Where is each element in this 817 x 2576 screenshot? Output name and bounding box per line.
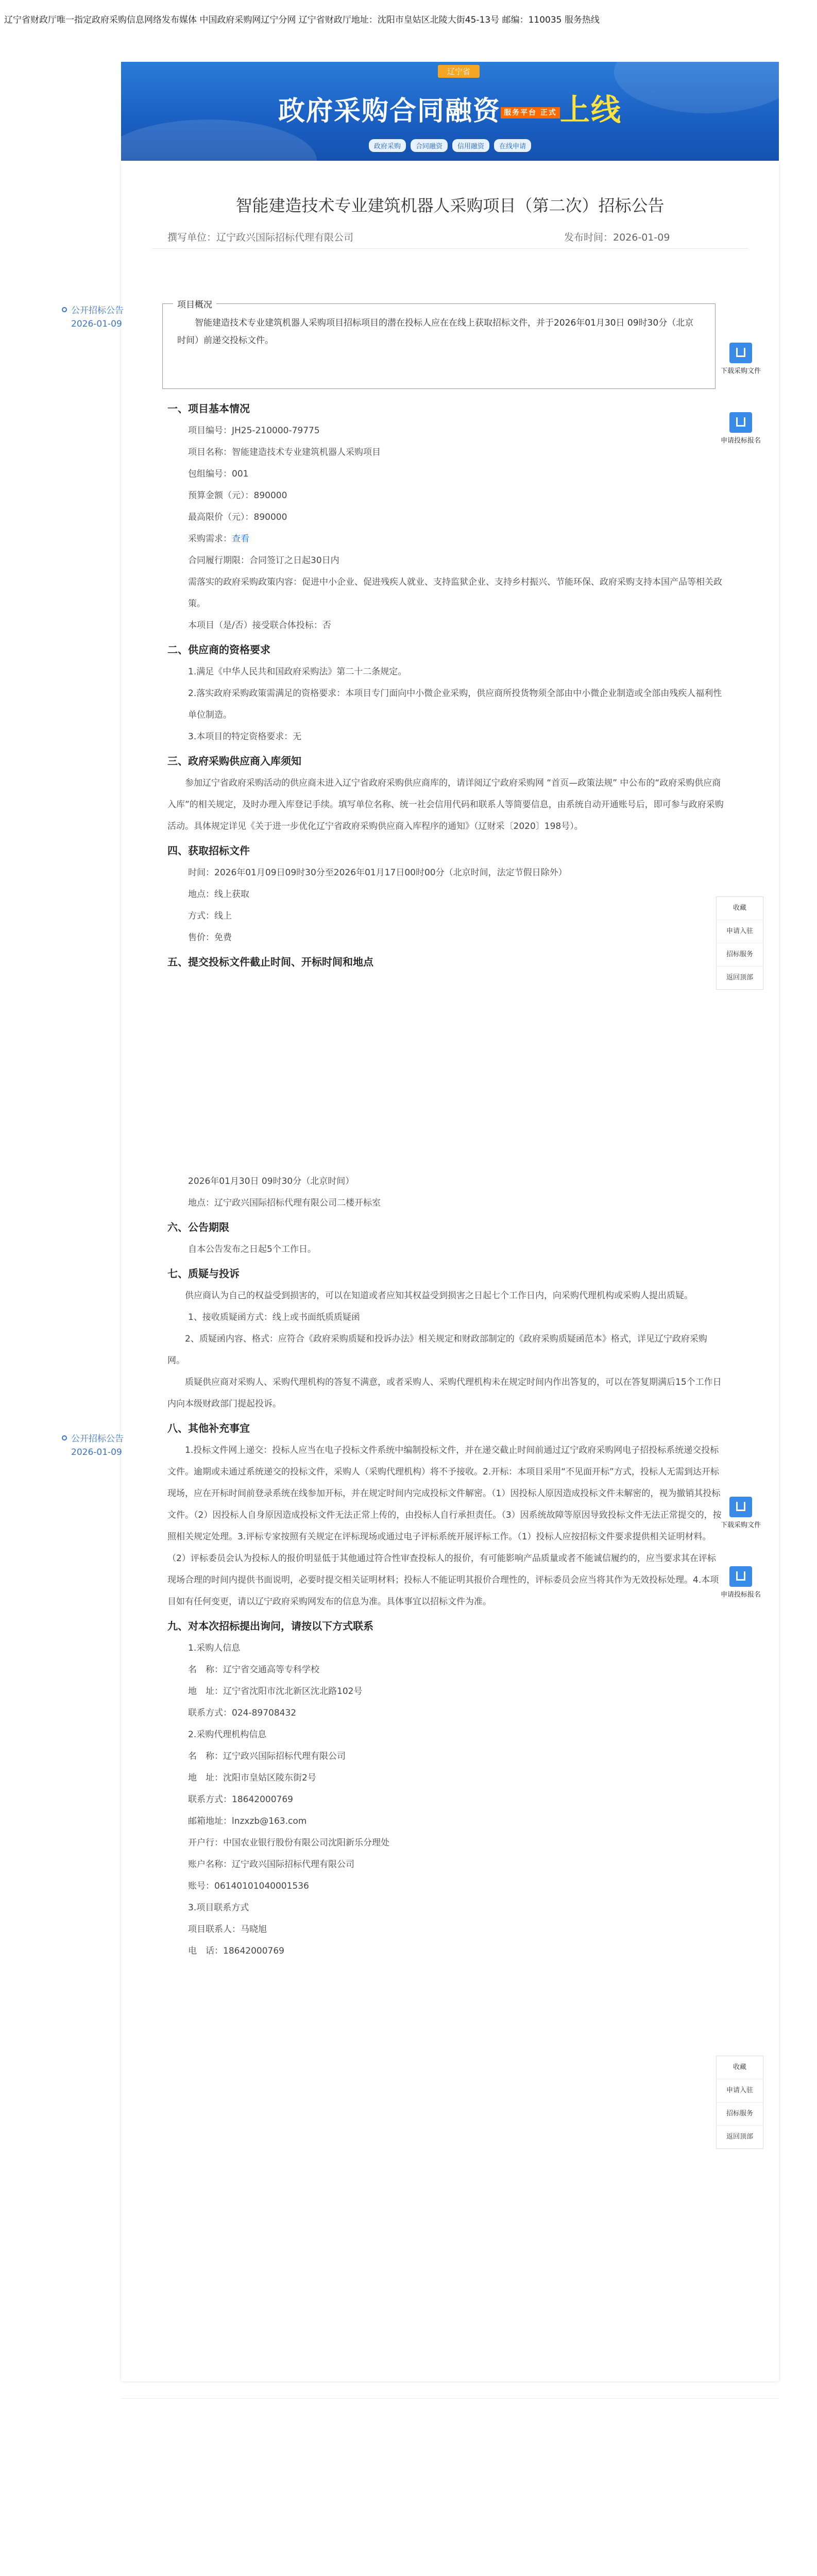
banner-subtags: [121, 139, 779, 152]
section-heading: 三、政府采购供应商入库须知: [167, 755, 301, 767]
side-quick-menu: [716, 896, 763, 990]
doc-line: 供应商认为自己的权益受到损害的，可以在知道或者应知其权益受到损害之日起七个工作日内，向采购代理机构或采购人提出质疑。: [185, 1291, 693, 1301]
doc-line: 合同履行期限：合同签订之日起30日内: [188, 555, 339, 566]
section-heading: 七、质疑与投诉: [167, 1267, 240, 1280]
banner-headline-small: 服务平台 正式: [501, 107, 560, 118]
banner-headline-a: 政府采购合同融资: [278, 96, 501, 127]
publish-date: 发布时间：2026-01-09: [564, 232, 670, 243]
page-footer-divider: [121, 2383, 779, 2399]
doc-line: 名 称：辽宁省交通高等专科学校: [188, 1665, 319, 1675]
project-summary-box: [162, 300, 716, 389]
doc-line: 地点：辽宁政兴国际招标代理有限公司二楼开标室: [188, 1198, 381, 1208]
doc-line: 1.采购人信息: [188, 1643, 241, 1653]
section-heading: 九、对本次招标提出询问，请按以下方式联系: [167, 1620, 373, 1632]
side-category[interactable]: [71, 304, 124, 331]
doc-line: 预算金额（元）：890000: [188, 490, 287, 501]
banner-headline: [121, 86, 779, 129]
banner-tag: 辽宁省: [438, 65, 480, 78]
side-category-label: 公开招标公告: [71, 1434, 124, 1444]
top-info-bar: 辽宁省财政厅唯一指定政府采购信息网络发布媒体 中国政府采购网辽宁分网 辽宁省财政厅地址：沈阳市皇姑区北陵大街45-13号 邮编：110035 服务热线: [4, 15, 600, 25]
section-heading: 二、供应商的资格要求: [167, 643, 270, 656]
back-to-top-link[interactable]: 返回顶部: [726, 974, 753, 981]
doc-line: 2、质疑函内容、格式：应符合《政府采购质疑和投诉办法》相关规定和财政部制定的《政府采购质疑函范本》格式，详见辽宁政府采购网。: [167, 1334, 707, 1366]
doc-line: 联系方式：024-89708432: [188, 1708, 297, 1718]
summary-text: 智能建造技术专业建筑机器人采购项目招标项目的潜在投标人应在在线上获取招标文件，并于2026年01月30日 09时30分（北京时间）前递交投标文件。: [177, 318, 694, 346]
banner-subtag: 政府采购: [369, 139, 406, 152]
doc-line: 1、接收质疑函方式：线上或书面纸质质疑函: [188, 1312, 360, 1323]
side-category-label: 公开招标公告: [71, 306, 124, 316]
section-heading: 六、公告期限: [167, 1221, 229, 1233]
banner-headline-b: 上线: [559, 92, 622, 127]
section-heading: 四、获取招标文件: [167, 844, 250, 857]
side-category-date: 2026-01-09: [71, 1447, 122, 1458]
side-category-date: 2026-01-09: [71, 319, 122, 329]
timeline-dot-icon: [62, 1435, 67, 1440]
doc-line-label: 采购需求：: [188, 534, 232, 544]
favorite-link[interactable]: 收藏: [717, 897, 763, 920]
join-link[interactable]: 申请入驻: [717, 920, 763, 943]
banner-subtag: 合同融资: [411, 139, 448, 152]
apply-bid-label: 申请投标报名: [720, 437, 761, 445]
apply-bid-label: 申请投标报名: [720, 1591, 761, 1599]
doc-line: 电 话：18642000769: [188, 1946, 284, 1956]
banner-subtag: 在线申请: [494, 139, 531, 152]
notice-body-part2: [167, 1171, 724, 1962]
doc-line: 2.采购代理机构信息: [188, 1730, 267, 1740]
service-link[interactable]: 招标服务: [717, 943, 763, 967]
view-requirements-link[interactable]: 查看: [232, 534, 249, 544]
download-icon: [729, 1497, 752, 1517]
download-docs-button[interactable]: [720, 1497, 761, 1531]
doc-line: 项目联系人：马晓旭: [188, 1924, 267, 1935]
doc-line: 2026年01月30日 09时30分（北京时间）: [188, 1176, 354, 1187]
doc-line: 地点：线上获取: [188, 889, 249, 900]
apply-bid-button[interactable]: [720, 1566, 761, 1600]
doc-line: 名 称：辽宁政兴国际招标代理有限公司: [188, 1751, 346, 1761]
download-docs-label: 下载采购文件: [720, 1521, 761, 1529]
join-link[interactable]: 申请入驻: [717, 2079, 763, 2103]
doc-line: 2.落实政府采购政策需满足的资格要求：本项目专门面向中小微企业采购，供应商所投货物须全部由中小微企业制造或全部由残疾人福利性单位制造。: [188, 688, 722, 720]
doc-line: 方式：线上: [188, 911, 232, 921]
notice-meta: [152, 227, 748, 249]
doc-line: 1.满足《中华人民共和国政府采购法》第二十二条规定。: [188, 667, 407, 677]
doc-line: 地 址：辽宁省沈阳市沈北新区沈北路102号: [188, 1686, 363, 1697]
download-docs-button[interactable]: [720, 343, 761, 377]
side-category[interactable]: [71, 1432, 124, 1459]
doc-line: 3.本项目的特定资格要求：无: [188, 732, 302, 742]
apply-icon: [729, 412, 752, 433]
page-title: 智能建造技术专业建筑机器人采购项目（第二次）招标公告: [235, 196, 665, 215]
doc-line: 质疑供应商对采购人、采购代理机构的答复不满意，或者采购人、采购代理机构未在规定时间内作出答复的，可以在答复期满后15个工作日内向本级财政部门提起投诉。: [167, 1377, 722, 1409]
download-icon: [729, 343, 752, 363]
back-to-top-link[interactable]: 返回顶部: [726, 2133, 753, 2141]
promo-banner[interactable]: [121, 62, 779, 161]
doc-line: 自本公告发布之日起5个工作日。: [188, 1244, 316, 1255]
author-unit: 撰写单位：辽宁政兴国际招标代理有限公司: [167, 232, 354, 243]
download-docs-label: 下载采购文件: [720, 367, 761, 375]
section-heading: 八、其他补充事宜: [167, 1422, 250, 1434]
doc-line: 项目名称：智能建造技术专业建筑机器人采购项目: [188, 447, 381, 457]
banner-subtag: 信用融资: [452, 139, 489, 152]
doc-line: 售价：免费: [188, 933, 232, 943]
doc-line: 本项目（是/否）接受联合体投标：否: [188, 620, 331, 631]
doc-line: 账户名称：辽宁政兴国际招标代理有限公司: [188, 1859, 354, 1870]
doc-line: 项目编号：JH25-210000-79775: [188, 426, 320, 436]
doc-line: 联系方式：18642000769: [188, 1794, 293, 1805]
service-link[interactable]: 招标服务: [717, 2103, 763, 2126]
doc-line: [167, 528, 724, 550]
doc-line: 账号：06140101040001536: [188, 1881, 309, 1891]
summary-heading: 项目概况: [173, 297, 216, 310]
side-quick-menu: [716, 2056, 763, 2149]
doc-line: 3.项目联系方式: [188, 1903, 249, 1913]
notice-body-part1: [167, 395, 724, 973]
doc-line: 最高限价（元）：890000: [188, 512, 287, 522]
doc-line: 时间：2026年01月09日09时30分至2026年01月17日00时00分（北京时间，法定节假日除外）: [188, 868, 567, 878]
doc-line: 包组编号：001: [188, 469, 249, 479]
doc-line: 开户行：中国农业银行股份有限公司沈阳新乐分理处: [188, 1838, 389, 1848]
doc-line: 1.投标文件网上递交：投标人应当在电子投标文件系统中编制投标文件，并在递交截止时间前通过辽宁政府采购网电子招投标系统递交投标文件。逾期或未通过系统递交的投标文件，采购人（采购代理机构）将不予接收。2.开标：本项目采用“不见面开标”方式，投标人无需到达开标现场，应在开标时间前登录系统在线参加开标，并在规定时间内完成投标文件解密。（1）因投标人原因造成投标文件未解密的，视为撤销其投标文件。（2）因投标人自身原因造成投标文件无法正常上传的，由投标人自行承担责任。（3）因系统故障等原因导致投标文件无法正常提交的，按照相关规定处理。3.评标专家按照有关规定在评标现场或通过电子评标系统开展评标工作。（1）投标人应按招标文件要求提供相关证明材料。（2）评标委员会认为投标人的报价明显低于其他通过符合性审查投标人的报价，有可能影响产品质量或者不能诚信履约的，应当要求其在评标现场合理的时间内提供书面说明，必要时提交相关证明材料；投标人不能证明其报价合理性的，评标委员会应当将其作为无效投标处理。4.本项目如有任何变更，请以辽宁政府采购网发布的信息为准。具体事宜以招标文件为准。: [167, 1445, 722, 1607]
timeline-dot-icon: [62, 307, 67, 312]
doc-line: 邮箱地址：lnzxzb@163.com: [188, 1816, 307, 1826]
notice-panel: [121, 161, 779, 2381]
section-heading: 五、提交投标文件截止时间、开标时间和地点: [167, 956, 373, 968]
doc-line: 需落实的政府采购政策内容：促进中小企业、促进残疾人就业、支持监狱企业、支持乡村振兴、节能环保、政府采购支持本国产品等相关政策。: [188, 577, 722, 609]
apply-bid-button[interactable]: [720, 412, 761, 446]
doc-line: 参加辽宁省政府采购活动的供应商未进入辽宁省政府采购供应商库的，请详阅辽宁政府采购网 “首页—政策法规” 中公布的“政府采购供应商入库”的相关规定，及时办理入库登记手续。填写单位名称、统一社会信用代码和联系人等简要信息，由系统自动开通账号后，即可参与政府采购活动。具体规定详见《关于进一步优化辽宁省政府采购供应商入库程序的通知》（辽财采〔2020〕198号）。: [167, 778, 724, 832]
doc-line: 地 址：沈阳市皇姑区陵东街2号: [188, 1773, 316, 1783]
section-heading: 一、项目基本情况: [167, 402, 250, 415]
apply-icon: [729, 1566, 752, 1587]
favorite-link[interactable]: 收藏: [717, 2056, 763, 2079]
